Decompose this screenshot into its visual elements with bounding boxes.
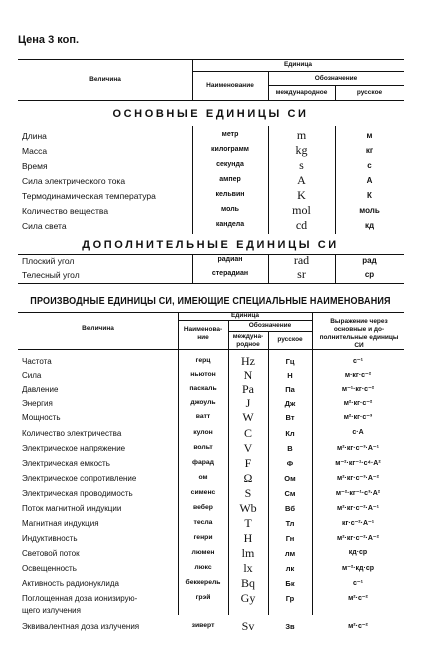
header-name: Наименование bbox=[206, 82, 254, 89]
cell-rus-symbol: с bbox=[367, 161, 372, 170]
cell-unit-name: тесла bbox=[193, 519, 213, 526]
cell-quantity: Эквивалентная доза излучения bbox=[22, 622, 140, 631]
cell-rus-symbol: Дж bbox=[284, 399, 296, 408]
cell-unit-name: вольт bbox=[193, 444, 213, 451]
cell-expression: кг·с⁻²·А⁻¹ bbox=[341, 520, 375, 527]
cell-unit-name: стерадиан bbox=[211, 270, 249, 277]
table-row bbox=[0, 533, 421, 547]
cell-rus-symbol: Гн bbox=[285, 534, 295, 543]
table-row bbox=[0, 160, 421, 174]
cell-quantity: Сила электрического тока bbox=[22, 176, 126, 186]
cell-unit-name: ом bbox=[198, 474, 208, 481]
cell-intl-symbol: V bbox=[243, 441, 253, 455]
t2-header-unit: Единица bbox=[230, 312, 260, 319]
cell-quantity: Энергия bbox=[22, 399, 53, 408]
cell-rus-symbol: кд bbox=[364, 221, 375, 230]
cell-intl-symbol: rad bbox=[293, 253, 310, 267]
cell-quantity: Мощность bbox=[22, 413, 61, 422]
cell-quantity: щего излучения bbox=[22, 606, 81, 615]
cell-quantity: Поток магнитной индукции bbox=[22, 504, 122, 513]
cell-unit-name: люмен bbox=[191, 549, 215, 556]
cell-rus-symbol: Па bbox=[285, 385, 295, 394]
cell-unit-name: радиан bbox=[217, 256, 243, 263]
t2-header-name: Наименова-ние bbox=[183, 326, 223, 341]
table-row bbox=[0, 130, 421, 144]
table-row bbox=[0, 605, 421, 619]
table-row bbox=[0, 488, 421, 502]
table-row bbox=[0, 473, 421, 487]
cell-expression: м²·кг·с⁻² bbox=[343, 400, 373, 407]
cell-unit-name: грэй bbox=[195, 594, 211, 601]
cell-expression: м²·кг·с⁻²·А⁻¹ bbox=[337, 505, 379, 512]
cell-rus-symbol: м bbox=[366, 131, 373, 140]
cell-rus-symbol: Ф bbox=[286, 459, 294, 468]
cell-unit-name: генри bbox=[193, 534, 213, 541]
cell-intl-symbol: cd bbox=[295, 218, 308, 232]
cell-intl-symbol: Pa bbox=[242, 382, 254, 396]
cell-rus-symbol: См bbox=[284, 489, 296, 498]
table-row bbox=[0, 398, 421, 412]
cell-unit-name: моль bbox=[221, 206, 239, 213]
table-row bbox=[0, 255, 421, 269]
cell-intl-symbol: J bbox=[245, 396, 251, 410]
cell-quantity: Количество электричества bbox=[22, 429, 122, 438]
cell-intl-symbol: lx bbox=[243, 561, 253, 575]
cell-unit-name: секунда bbox=[216, 161, 244, 168]
cell-unit-name: фарад bbox=[192, 459, 214, 466]
cell-unit-name: кандела bbox=[215, 221, 245, 228]
cell-expression: м²·кг·с⁻³ bbox=[343, 414, 373, 421]
cell-unit-name: джоуль bbox=[190, 399, 216, 406]
cell-intl-symbol: Wb bbox=[239, 501, 257, 515]
cell-unit-name: сименс bbox=[190, 489, 216, 496]
cell-quantity: Сила света bbox=[22, 221, 67, 231]
cell-quantity: Активность радионуклида bbox=[22, 579, 119, 588]
cell-unit-name: метр bbox=[221, 131, 239, 138]
cell-intl-symbol: s bbox=[299, 158, 304, 172]
cell-intl-symbol: lm bbox=[241, 546, 255, 560]
cell-quantity: Масса bbox=[22, 146, 48, 156]
cell-quantity: Индуктивность bbox=[22, 534, 78, 543]
cell-unit-name: паскаль bbox=[189, 385, 217, 392]
cell-unit-name: люкс bbox=[194, 564, 212, 571]
cell-intl-symbol: Bq bbox=[240, 576, 255, 590]
cell-intl-symbol: N bbox=[243, 368, 253, 382]
header-symbol: Обозначение bbox=[314, 75, 358, 82]
section-derived-title: ПРОИЗВОДНЫЕ ЕДИНИЦЫ СИ, ИМЕЮЩИЕ СПЕЦИАЛЬНЫЕ НАИМЕНОВАНИЯ bbox=[30, 295, 391, 307]
cell-rus-symbol: Н bbox=[287, 371, 293, 380]
cell-unit-name: беккерель bbox=[185, 579, 221, 586]
cell-expression: м·кг·с⁻² bbox=[344, 372, 372, 379]
section-additional-title: ДОПОЛНИТЕЛЬНЫЕ ЕДИНИЦЫ СИ bbox=[82, 239, 339, 251]
cell-rus-symbol: Тл bbox=[285, 519, 295, 528]
cell-unit-name: вебер bbox=[193, 504, 213, 511]
cell-expression: м²·кг·с⁻³·А⁻² bbox=[337, 475, 379, 482]
cell-intl-symbol: Ω bbox=[243, 471, 253, 485]
header-quantity: Величина bbox=[89, 76, 121, 83]
cell-rus-symbol: ср bbox=[364, 270, 375, 279]
cell-intl-symbol: kg bbox=[295, 143, 308, 157]
cell-expression: м⁻¹·кг·с⁻² bbox=[341, 386, 375, 393]
cell-intl-symbol: K bbox=[297, 188, 306, 202]
section-basic-title: ОСНОВНЫЕ ЕДИНИЦЫ СИ bbox=[112, 108, 309, 120]
table-row bbox=[0, 190, 421, 204]
t2-header-quantity: Величина bbox=[82, 325, 114, 332]
cell-rus-symbol: Вт bbox=[285, 413, 295, 422]
header-intl: международное bbox=[275, 89, 328, 96]
cell-quantity: Электрическая емкость bbox=[22, 459, 110, 468]
cell-quantity: Длина bbox=[22, 131, 47, 141]
cell-intl-symbol: Hz bbox=[241, 354, 255, 368]
cell-quantity: Плоский угол bbox=[22, 256, 75, 266]
cell-intl-symbol: A bbox=[297, 173, 306, 187]
cell-quantity: Сила bbox=[22, 371, 42, 380]
cell-quantity: Время bbox=[22, 161, 48, 171]
cell-quantity: Освещенность bbox=[22, 564, 77, 573]
cell-rus-symbol: Вб bbox=[284, 504, 296, 513]
cell-intl-symbol: m bbox=[296, 128, 307, 142]
table-row bbox=[0, 548, 421, 562]
t2-header-symbol: Обозначение bbox=[248, 322, 292, 329]
cell-rus-symbol: В bbox=[287, 444, 293, 453]
cell-rus-symbol: К bbox=[367, 191, 372, 200]
cell-unit-name: герц bbox=[195, 357, 211, 364]
cell-rus-symbol: Бк bbox=[285, 579, 295, 588]
cell-unit-name: килограмм bbox=[211, 146, 249, 153]
table-row bbox=[0, 503, 421, 517]
t2-header-intl: междуна-родное bbox=[232, 333, 264, 348]
table-row bbox=[0, 384, 421, 398]
cell-quantity: Термодинамическая температура bbox=[22, 191, 156, 201]
cell-expression: с⁻¹ bbox=[353, 580, 363, 587]
table-row bbox=[0, 370, 421, 384]
cell-unit-name: ньютон bbox=[190, 371, 216, 378]
cell-expression: м²·кг·с⁻²·А⁻² bbox=[337, 535, 379, 542]
header-unit: Единица bbox=[283, 61, 313, 68]
cell-intl-symbol: Sv bbox=[241, 619, 255, 633]
cell-intl-symbol: sr bbox=[297, 267, 306, 281]
table-row bbox=[0, 458, 421, 472]
table-row bbox=[0, 563, 421, 577]
cell-quantity: Количество вещества bbox=[22, 206, 109, 216]
cell-rus-symbol: лм bbox=[284, 549, 296, 558]
table-row bbox=[0, 578, 421, 592]
cell-unit-name: зиверт bbox=[191, 622, 215, 629]
table-row bbox=[0, 220, 421, 234]
cell-rus-symbol: Гц bbox=[285, 357, 295, 366]
cell-unit-name: ампер bbox=[219, 176, 241, 183]
table-row bbox=[0, 412, 421, 426]
cell-quantity: Поглощенная доза ионизирую- bbox=[22, 594, 138, 603]
cell-quantity: Частота bbox=[22, 357, 52, 366]
table-row bbox=[0, 145, 421, 159]
cell-expression: м²·с⁻² bbox=[348, 623, 368, 630]
cell-intl-symbol: Gy bbox=[240, 591, 256, 605]
cell-expression: кд·ср bbox=[348, 549, 368, 556]
cell-expression: м²·кг·с⁻³·А⁻¹ bbox=[337, 445, 379, 452]
cell-unit-name: ватт bbox=[195, 413, 211, 420]
table-row bbox=[0, 621, 421, 635]
cell-intl-symbol: S bbox=[244, 486, 252, 500]
cell-expression: м⁻²·кд·ср bbox=[342, 565, 374, 572]
cell-quantity: Магнитная индукция bbox=[22, 519, 99, 528]
t2-header-expression: Выражение через основные и до-полнительные единицы СИ bbox=[319, 318, 399, 349]
cell-rus-symbol: А bbox=[366, 176, 373, 185]
cell-quantity: Световой поток bbox=[22, 549, 80, 558]
cell-intl-symbol: T bbox=[244, 516, 252, 530]
cell-expression: м⁻²·кг⁻¹·с⁴·А² bbox=[335, 460, 381, 467]
cell-unit-name: кулон bbox=[193, 429, 213, 436]
table-row bbox=[0, 428, 421, 442]
cell-quantity: Телесный угол bbox=[22, 270, 80, 280]
cell-intl-symbol: mol bbox=[292, 203, 311, 217]
cell-rus-symbol: моль bbox=[359, 206, 380, 215]
cell-intl-symbol: W bbox=[242, 410, 254, 424]
table-row bbox=[0, 518, 421, 532]
cell-expression: м²·с⁻² bbox=[348, 595, 368, 602]
cell-rus-symbol: Гр bbox=[285, 594, 295, 603]
cell-intl-symbol: F bbox=[244, 456, 252, 470]
cell-intl-symbol: C bbox=[243, 426, 252, 440]
cell-rus-symbol: кг bbox=[365, 146, 374, 155]
header-rus: русское bbox=[356, 89, 383, 96]
cell-quantity: Электрическое сопротивление bbox=[22, 474, 137, 483]
cell-expression: с·А bbox=[352, 429, 364, 436]
cell-unit-name: кельвин bbox=[215, 191, 245, 198]
cell-rus-symbol: Зв bbox=[285, 622, 295, 631]
cell-rus-symbol: Ом bbox=[284, 474, 296, 483]
cell-expression: с⁻¹ bbox=[353, 358, 363, 365]
cell-quantity: Давление bbox=[22, 385, 59, 394]
table-row bbox=[0, 269, 421, 283]
table-row bbox=[0, 443, 421, 457]
table-row bbox=[0, 175, 421, 189]
t2-header-rus: русское bbox=[277, 336, 303, 343]
table-row bbox=[0, 205, 421, 219]
price-label: Цена 3 коп. bbox=[18, 34, 80, 46]
cell-rus-symbol: Кл bbox=[285, 429, 295, 438]
cell-rus-symbol: лк bbox=[285, 564, 295, 573]
cell-quantity: Электрическая проводимость bbox=[22, 489, 133, 498]
cell-rus-symbol: рад bbox=[362, 256, 377, 265]
cell-intl-symbol: H bbox=[243, 531, 253, 545]
cell-quantity: Электрическое напряжение bbox=[22, 444, 126, 453]
cell-expression: м⁻²·кг⁻¹·с³·А² bbox=[335, 490, 381, 497]
table-row bbox=[0, 356, 421, 370]
